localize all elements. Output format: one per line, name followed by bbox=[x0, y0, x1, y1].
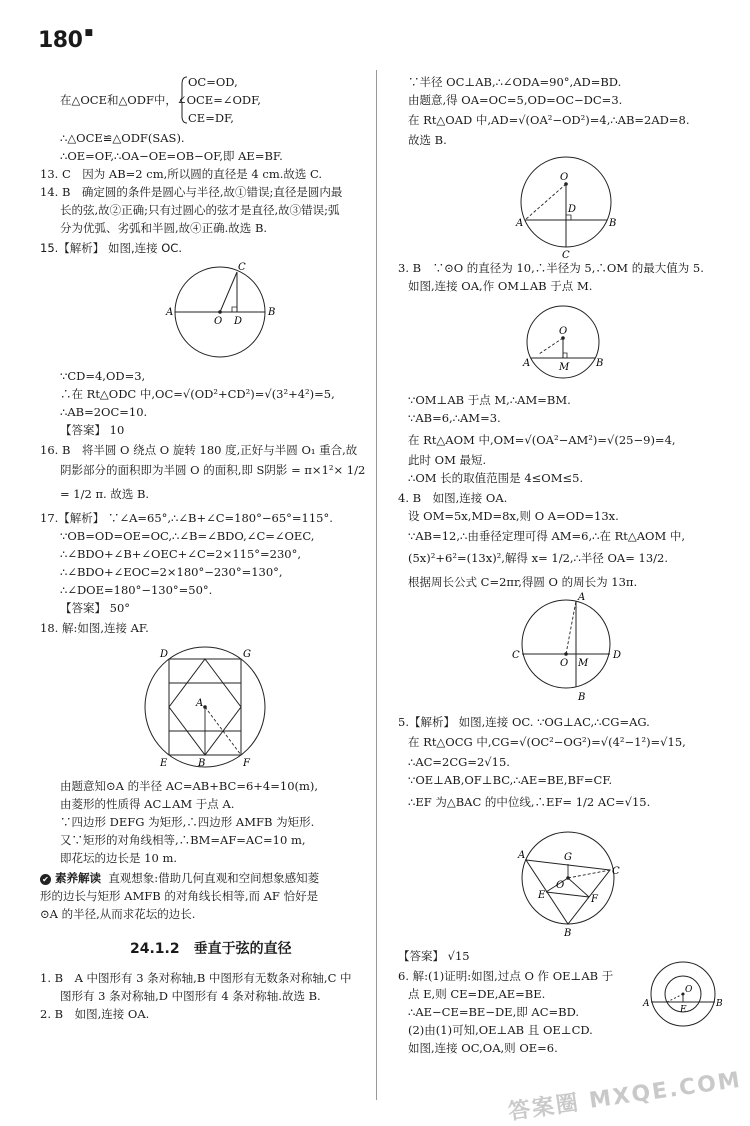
watermark: 答案圈 MXQE.COM bbox=[506, 1067, 743, 1126]
text-line: 根据周长公式 C=2πr,得圆 O 的周长为 13π. bbox=[408, 575, 638, 589]
text-line: ∵CD=4,OD=3, bbox=[60, 369, 146, 383]
text-line: ∵OE⊥AB,OF⊥BC,∴AE=BE,BF=CF. bbox=[408, 773, 613, 787]
text-line: 在 Rt△OAD 中,AD=√(OA²−OD²)=4,∴AB=2AD=8. bbox=[408, 113, 690, 127]
answer-label: 【答案】 √15 bbox=[398, 949, 470, 963]
answer-6: 6. 解:(1)证明:如图,过点 O 作 OE⊥AB 于 bbox=[398, 969, 614, 983]
figure-5 bbox=[516, 828, 626, 938]
text-line: ∵OB=OD=OE=OC,∴∠B=∠BDO,∠C=∠OEC, bbox=[60, 529, 315, 543]
svg-text:O: O bbox=[559, 326, 568, 337]
text-line: ∴OM 长的取值范围是 4≤OM≤5. bbox=[408, 471, 584, 485]
svg-text:O: O bbox=[685, 985, 693, 995]
answer-15: 15.【解析】 如图,连接 OC. bbox=[40, 241, 182, 255]
figure-6 bbox=[643, 958, 723, 1028]
svg-text:B: B bbox=[578, 692, 586, 703]
svg-text:G: G bbox=[564, 852, 572, 863]
svg-text:D: D bbox=[568, 204, 577, 215]
answer-14: 14. B 确定圆的条件是圆心与半径,故①错误;直径是圆内最 bbox=[40, 185, 343, 199]
text-line: 由题意,得 OA=OC=5,OD=OC−DC=3. bbox=[408, 93, 623, 107]
text-line: (2)由(1)可知,OE⊥AB 且 OE⊥CD. bbox=[408, 1023, 593, 1037]
answer-16: 16. B 将半圆 O 绕点 O 旋转 180 度,正好与半圆 O₁ 重合,故 bbox=[40, 443, 358, 457]
text-line: ∴在 Rt△ODC 中,OC=√(OD²+CD²)=√(3²+4²)=5, bbox=[60, 387, 335, 401]
svg-text:E: E bbox=[538, 890, 546, 901]
svg-text:O: O bbox=[560, 658, 569, 669]
text-line: 设 OM=5x,MD=8x,则 O A=OD=13x. bbox=[408, 509, 619, 523]
svg-text:C: C bbox=[562, 250, 570, 261]
svg-text:B: B bbox=[564, 928, 572, 939]
svg-text:A: A bbox=[516, 218, 524, 229]
text-line: 在△OCE和△ODF中，∠OCE=∠ODF, bbox=[60, 93, 261, 107]
svg-text:B: B bbox=[198, 758, 206, 769]
text-line: 由题意知⊙A 的半径 AC=AB+BC=6+4=10(m), bbox=[60, 779, 319, 793]
svg-text:O: O bbox=[214, 316, 223, 327]
text-line: ∴△OCE≌△ODF(SAS). bbox=[60, 131, 185, 145]
svg-text:G: G bbox=[243, 649, 251, 660]
svg-text:B: B bbox=[609, 218, 617, 229]
text-line: ∴AC=2CG=2√15. bbox=[408, 755, 510, 769]
answer-2: 2. B 如图,连接 OA. bbox=[40, 1007, 150, 1021]
page-number: 180 ■ bbox=[38, 28, 93, 53]
section-title: 24.1.2 垂直于弦的直径 bbox=[130, 941, 292, 957]
figure-18 bbox=[140, 642, 270, 772]
text-line: 故选 B. bbox=[408, 133, 447, 147]
text-line: 分为优弧、劣弧和半圆,故④正确.故选 B. bbox=[60, 221, 268, 235]
text-line: 又∵矩形的对角线相等,∴BM=AF=AC=10 m, bbox=[60, 833, 306, 847]
answer-18: 18. 解:如图,连接 AF. bbox=[40, 621, 149, 635]
svg-text:D: D bbox=[234, 316, 243, 327]
text-line: ⊙A 的半径,从而求花坛的边长. bbox=[40, 907, 196, 921]
text-line: ∵四边形 DEFG 为矩形,∴四边形 AMFB 为矩形. bbox=[60, 815, 315, 829]
text-line: ∴AE−CE=BE−DE,即 AC=BD. bbox=[408, 1005, 580, 1019]
figure-4 bbox=[512, 592, 626, 703]
text-line: 形的边长与矩形 AMFB 的对角线长相等,而 AF 恰好是 bbox=[40, 889, 319, 903]
text-line: CE=DF, bbox=[188, 111, 234, 125]
answer-label: 【答案】 10 bbox=[60, 423, 125, 437]
answer-4: 4. B 如图,连接 OA. bbox=[398, 491, 508, 505]
svg-text:D: D bbox=[160, 649, 169, 660]
svg-text:A: A bbox=[643, 999, 650, 1009]
svg-text:C: C bbox=[238, 262, 246, 273]
svg-text:M: M bbox=[559, 362, 570, 373]
text-line: = 1/2 π. 故选 B. bbox=[60, 487, 150, 501]
figure-15 bbox=[166, 262, 276, 362]
answer-label: 【答案】 50° bbox=[60, 601, 131, 615]
svg-text:M: M bbox=[578, 658, 589, 669]
text-line: 如图,连接 OA,作 OM⊥AB 于点 M. bbox=[408, 279, 593, 293]
text-line: ∵AB=6,∴AM=3. bbox=[408, 411, 501, 425]
text-line: ∵半径 OC⊥AB,∴∠ODA=90°,AD=BD. bbox=[408, 75, 622, 89]
text-line: ∴OE=OF,∴OA−OE=OB−OF,即 AE=BF. bbox=[60, 149, 283, 163]
svg-text:A: A bbox=[518, 850, 526, 861]
literacy-note: ✔ 素养解读 直观想象:借助几何直观和空间想象感知菱 bbox=[40, 870, 319, 886]
text-line: ∴∠BDO+∠EOC=2×180°−230°=130°, bbox=[60, 565, 283, 579]
text-line: 点 E,则 CE=DE,AE=BE. bbox=[408, 987, 546, 1001]
svg-text:E: E bbox=[680, 1005, 687, 1015]
text-line: 在 Rt△AOM 中,OM=√(OA²−AM²)=√(25−9)=4, bbox=[408, 433, 676, 447]
svg-text:F: F bbox=[591, 894, 598, 905]
text-line: 图形有 3 条对称轴,D 中图形有 4 条对称轴.故选 B. bbox=[60, 989, 321, 1003]
column-divider bbox=[376, 70, 377, 1100]
svg-text:B: B bbox=[596, 358, 604, 369]
text-line: OC=OD, bbox=[188, 75, 238, 89]
svg-text:O: O bbox=[560, 172, 569, 183]
svg-text:A: A bbox=[578, 592, 586, 603]
text-line: ∵OM⊥AB 于点 M,∴AM=BM. bbox=[408, 393, 571, 407]
text-line: 在 Rt△OCG 中,CG=√(OC²−OG²)=√(4²−1²)=√15, bbox=[408, 735, 686, 749]
svg-text:E: E bbox=[160, 758, 168, 769]
svg-text:B: B bbox=[716, 999, 723, 1009]
answer-13: 13. C 因为 AB=2 cm,所以圆的直径是 4 cm.故选 C. bbox=[40, 167, 323, 181]
text-line: 由菱形的性质得 AC⊥AM 于点 A. bbox=[60, 797, 235, 811]
svg-text:B: B bbox=[268, 307, 276, 318]
text-line: 即花坛的边长是 10 m. bbox=[60, 851, 178, 865]
svg-text:A: A bbox=[166, 307, 174, 318]
answer-3: 3. B ∵⊙O 的直径为 10,∴半径为 5,∴OM 的最大值为 5. bbox=[398, 261, 704, 275]
svg-text:A: A bbox=[196, 698, 204, 709]
svg-text:C: C bbox=[512, 650, 520, 661]
answer-17: 17.【解析】 ∵∠A=65°,∴∠B+∠C=180°−65°=115°. bbox=[40, 511, 333, 525]
svg-text:O: O bbox=[556, 880, 565, 891]
svg-text:F: F bbox=[243, 758, 250, 769]
check-icon: ✔ bbox=[40, 874, 51, 885]
text-line: ∴EF 为△BAC 的中位线,∴EF= 1/2 AC=√15. bbox=[408, 795, 651, 809]
text-line: 如图,连接 OC,OA,则 OE=6. bbox=[408, 1041, 558, 1055]
answer-1: 1. B A 中图形有 3 条对称轴,B 中图形有无数条对称轴,C 中 bbox=[40, 971, 352, 985]
text-line: (5x)²+6²=(13x)²,解得 x= 1/2,∴半径 OA= 13/2. bbox=[408, 551, 669, 565]
svg-text:A: A bbox=[523, 358, 531, 369]
text-line: ∴∠BDO+∠B+∠OEC+∠C=2×115°=230°, bbox=[60, 547, 302, 561]
text-line: ∴AB=2OC=10. bbox=[60, 405, 148, 419]
text-line: 长的弦,故②正确;只有过圆心的弦才是直径,故③错误;弧 bbox=[60, 203, 340, 217]
text-line: 阴影部分的面积即为半圆 O 的面积,即 S阴影 = π×1²× 1/2 bbox=[60, 463, 366, 477]
svg-text:C: C bbox=[612, 866, 620, 877]
text-line: 此时 OM 最短. bbox=[408, 453, 487, 467]
svg-text:D: D bbox=[613, 650, 622, 661]
answer-5: 5.【解析】 如图,连接 OC. ∵OG⊥AC,∴CG=AG. bbox=[398, 715, 650, 729]
text-line: ∵AB=12,∴由垂径定理可得 AM=6,∴在 Rt△AOM 中, bbox=[408, 529, 686, 543]
figure-3 bbox=[523, 302, 603, 382]
text-line: ∴∠DOE=180°−130°=50°. bbox=[60, 583, 213, 597]
figure-2 bbox=[516, 154, 617, 261]
